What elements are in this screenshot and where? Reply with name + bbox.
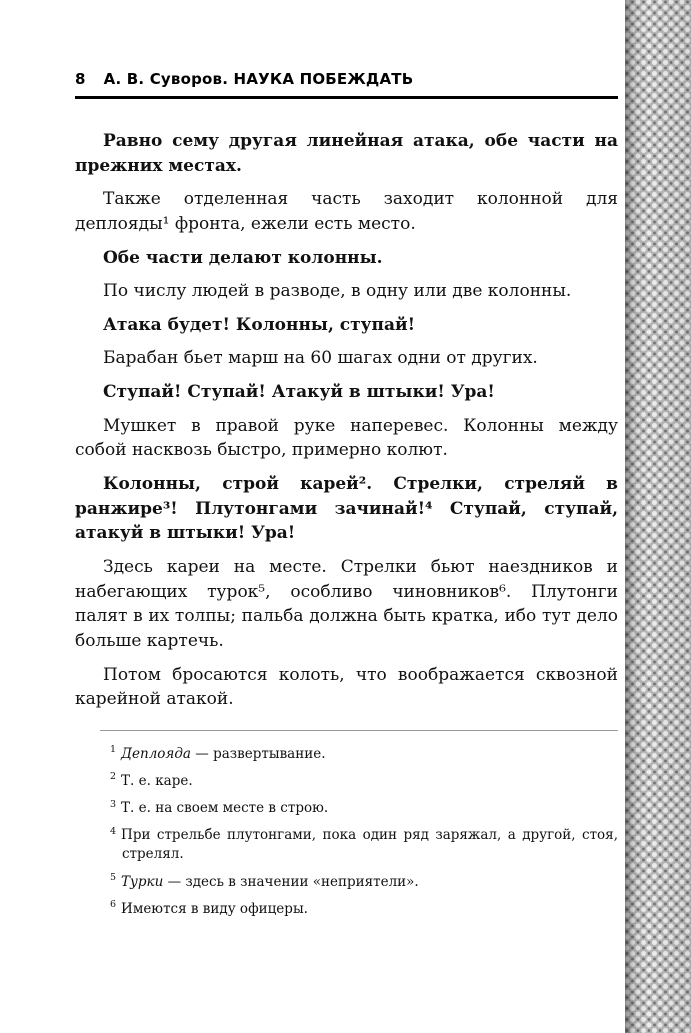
page-edge-decoration [625, 0, 691, 1033]
paragraph: Также отделенная часть заходит колонной для деплояды¹ фронта, ежели есть место. [75, 189, 618, 234]
paragraph: По числу людей в разводе, в одну или две колонны. [103, 281, 572, 302]
footnote-marker: 1 [110, 744, 117, 756]
footnote-marker: 6 [110, 899, 117, 911]
running-title: А. В. Суворов. НАУКА ПОБЕЖДАТЬ [103, 70, 414, 88]
header-rule [75, 96, 618, 99]
footnote-marker: 3 [110, 798, 117, 810]
paragraph: Ступай! Ступай! Атакуй в штыки! Ура! [103, 382, 495, 403]
footnote-marker: 5 [110, 872, 117, 884]
footnote-item: $^1$ Деплояда — развертывание. [110, 744, 326, 762]
footnote-item: $^5$ Турки — здесь в значении «неприятели». [110, 872, 419, 890]
paragraph: Атака будет! Колонны, ступай! [103, 314, 416, 335]
footnote-term: Турки [121, 873, 164, 890]
footnotes-section [75, 745, 618, 919]
paragraph: Здесь кареи на месте. Стрелки бьют наездников и набегающих турок⁵, особливо чиновников⁶. Плутонги палят в их толпы; пальба должна быть кратка, ибо тут дело больше картечь. [75, 556, 618, 651]
page-number: 8 [75, 70, 86, 88]
footnote-item: $^4$ При стрельбе плутонгами, пока один ряд заряжал, а другой, стоя, стрелял. [110, 825, 618, 863]
paragraph: Мушкет в правой руке наперевес. Колонны между собой насквозь быстро, примерно колют. [75, 415, 618, 461]
page-header [75, 70, 618, 88]
footnote-item: $^3$ Т. е. на своем месте в строю. [110, 798, 329, 817]
footnote-item: $^2$ Т. е. каре. [110, 771, 193, 789]
paragraph: Потом бросаются колоть, что воображается сквозной карейной атакой. [75, 664, 618, 710]
footnote-item: $^6$ Имеются в виду офицеры. [110, 899, 308, 917]
page-content [75, 0, 618, 927]
footnote-term: Деплояда [121, 745, 191, 762]
paragraph: Барабан бьет марш на 60 шагах одни от других. [103, 348, 538, 369]
body-text [75, 129, 618, 712]
footnote-separator [100, 730, 618, 731]
footnote-marker: 4 [110, 825, 117, 837]
footnote-marker: 2 [110, 771, 117, 783]
paragraph: Равно сему другая линейная атака, обе части на прежних местах. [75, 131, 618, 176]
paragraph: Обе части делают колонны. [103, 247, 383, 268]
paragraph: Колонны, строй карей². Стрелки, стреляй в ранжире³! Плутонгами зачинай!⁴ Ступай, ступай, атакуй в штыки! Ура! [75, 474, 618, 544]
